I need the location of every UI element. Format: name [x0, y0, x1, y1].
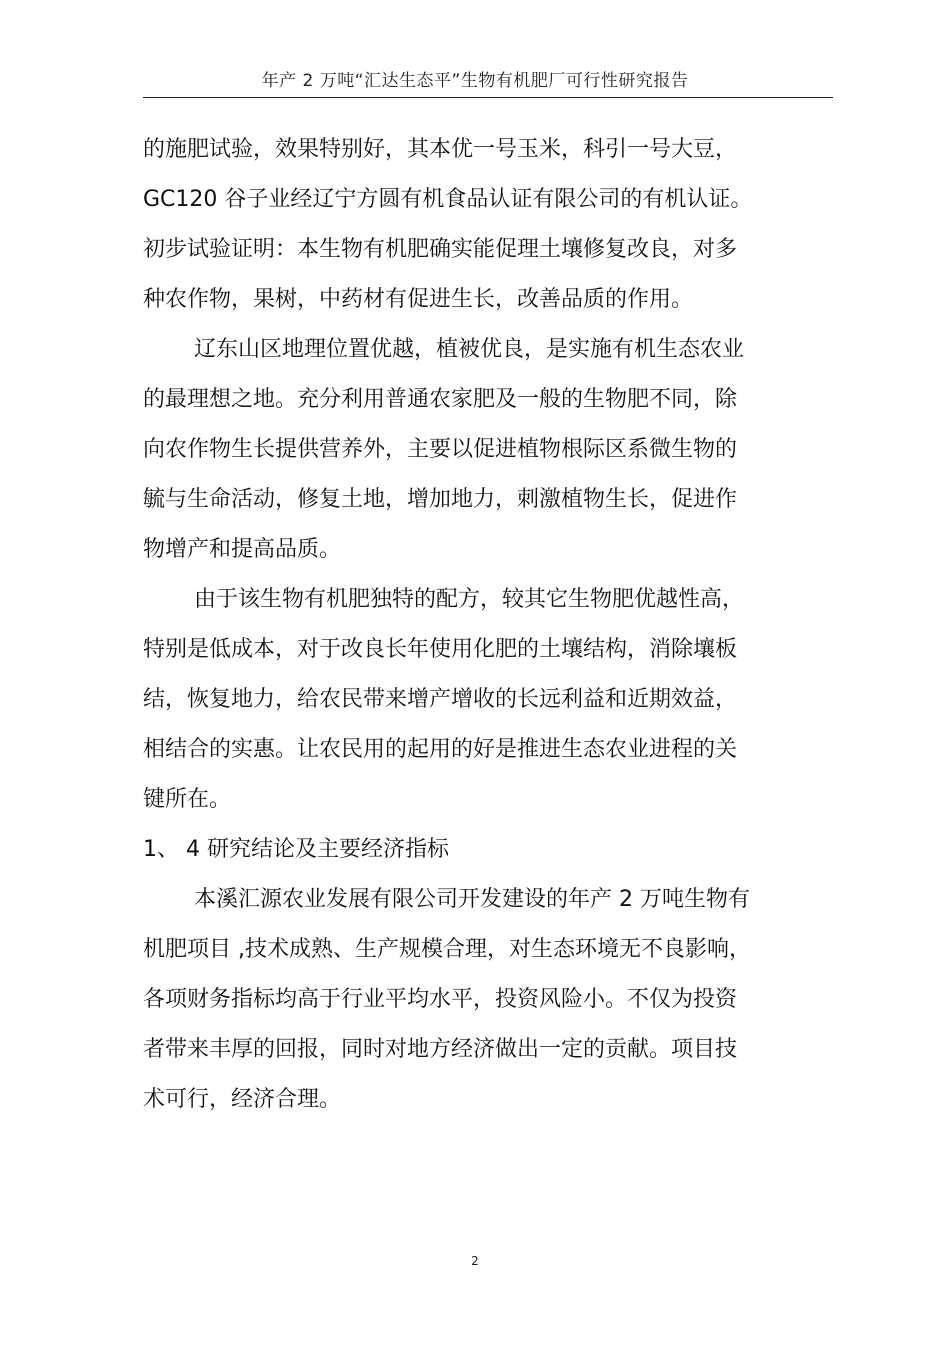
paragraph-line: 者带来丰厚的回报，同时对地方经济做出一定的贡献。项目技 — [143, 1037, 738, 1062]
paragraph-line: 物增产和提高品质。 — [143, 537, 342, 562]
paragraph-line: 相结合的实惠。让农民用的起用的好是推进生态农业进程的关 — [143, 737, 738, 762]
running-header: 年产 2 万吨“汇达生态平”生物有机肥厂可行性研究报告 — [261, 71, 689, 91]
page-number: 2 — [471, 1254, 479, 1268]
paragraph-line: 本溪汇源农业发展有限公司开发建设的年产 2 万吨生物有 — [194, 887, 750, 912]
paragraph-line: 键所在。 — [143, 787, 232, 812]
paragraph-line: 由于该生物有机肥独特的配方，较其它生物肥优越性高， — [194, 587, 745, 612]
paragraph-line: 特别是低成本，对于改良长年使用化肥的土壤结构，消除壤板 — [143, 637, 738, 662]
header-rule — [143, 97, 833, 98]
paragraph-line: 的施肥试验，效果特别好，其本优一号玉米，科引一号大豆， — [143, 137, 738, 162]
paragraph-line: 结，恢复地力，给农民带来增产增收的长远利益和近期效益， — [143, 687, 738, 712]
paragraph-line: 辽东山区地理位置优越，植被优良，是实施有机生态农业 — [194, 337, 745, 362]
paragraph-line: 初步试验证明：本生物有机肥确实能促理土壤修复改良，对多 — [143, 237, 738, 262]
paragraph-line: 毓与生命活动，修复土地，增加地力，刺激植物生长，促进作 — [143, 487, 738, 512]
paragraph-line: 向农作物生长提供营养外，主要以促进植物根际区系微生物的 — [143, 437, 738, 462]
paragraph-line: GC120 谷子业经辽宁方圆有机食品认证有限公司的有机认证。 — [143, 187, 753, 212]
paragraph-line: 种农作物，果树，中药材有促进生长，改善品质的作用。 — [143, 287, 694, 312]
paragraph-line: 的最理想之地。充分利用普通农家肥及一般的生物肥不同，除 — [143, 387, 738, 412]
paragraph-line: 术可行，经济合理。 — [143, 1087, 342, 1112]
section-heading: 1、 4 研究结论及主要经济指标 — [143, 837, 449, 862]
paragraph-line: 机肥项目 ,技术成熟、生产规模合理，对生态环境无不良影响， — [143, 937, 751, 962]
paragraph-line: 各项财务指标均高于行业平均水平，投资风险小。不仅为投资 — [143, 987, 738, 1012]
